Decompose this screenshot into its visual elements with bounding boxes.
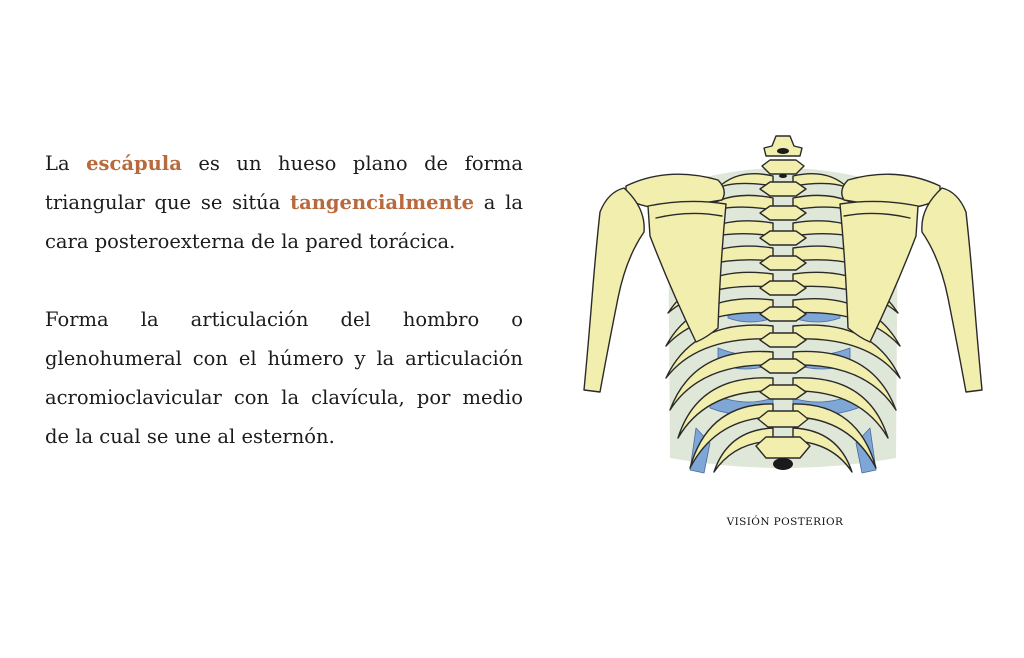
right-humerus bbox=[922, 188, 982, 392]
paragraph-articulations: Forma la articulación del hombro o glenohumeral con el húmero y la articulación acromioclavicular con la clavícula, por medio de la cual se une al esternón. bbox=[45, 308, 523, 448]
figure-caption: VISIÓN POSTERIOR bbox=[726, 516, 844, 528]
text-fragment: La bbox=[45, 152, 87, 175]
highlight-tangencialmente: tangencialmente bbox=[290, 191, 475, 214]
posterior-thorax-illustration bbox=[578, 128, 988, 478]
left-humerus bbox=[584, 188, 644, 392]
text-fragment: es un hueso plano de forma triangular que se sitúa bbox=[45, 152, 524, 214]
paragraph-scapula-definition bbox=[45, 144, 523, 261]
text-column bbox=[45, 144, 523, 456]
highlight-escapula: escápula bbox=[86, 152, 182, 175]
text-fragment: a la cara posteroexterna de la pared torácica. bbox=[45, 191, 523, 253]
